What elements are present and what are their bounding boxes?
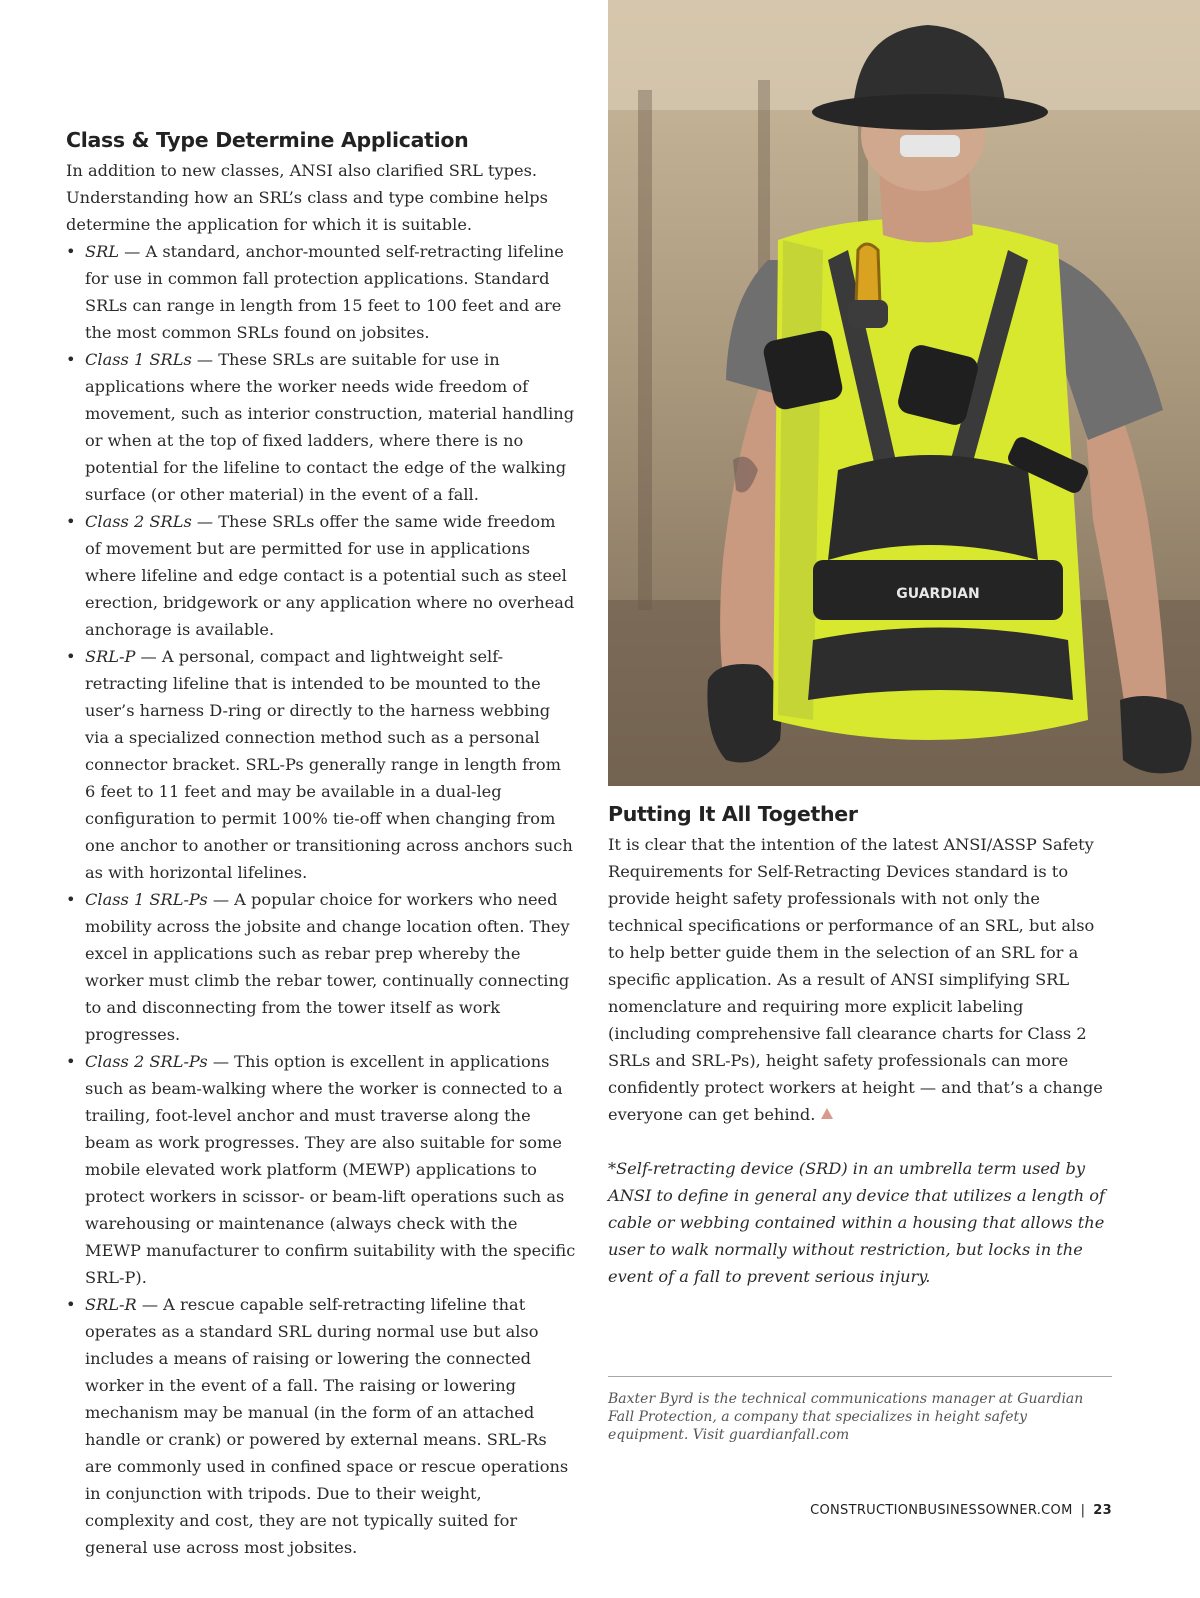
list-item-term: SRL xyxy=(85,242,120,261)
list-item xyxy=(66,238,576,346)
left-glove xyxy=(707,664,781,763)
harness-brand-label: GUARDIAN xyxy=(896,586,980,602)
list-item-text: — A popular choice for workers who need mobility across the jobsite and change location often. They excel in applications such as rebar prep whereby the worker must climb the rebar tower, continually connecting to and disconnecting from the tower itself as work progresses. xyxy=(85,890,570,1044)
srl-types-list xyxy=(66,238,576,1561)
conclusion-paragraph xyxy=(608,831,1108,1128)
right-glove xyxy=(1120,696,1192,773)
end-of-article-icon xyxy=(821,1108,833,1119)
section-heading: Class & Type Determine Application xyxy=(66,128,469,152)
list-item-text: — A standard, anchor-mounted self-retracting lifeline for use in common fall protection applications. Standard SRLs can range in length from 15 feet to 100 feet and are the most common SRLs found on jobsites. xyxy=(85,242,564,342)
page-number: 23 xyxy=(1093,1503,1112,1518)
list-item-text: — This option is excellent in applications such as beam-walking where the worker is connected to a trailing, foot-level anchor and must traverse along the beam as work progresses. They are also suitable for some mobile elevated work platform (MEWP) applications to protect workers in scissor- or beam-lift operations such as warehousing or maintenance (always check with the MEWP manufacturer to confirm suitability with the specific SRL-P). xyxy=(85,1052,576,1287)
hard-hat-suspension xyxy=(900,135,960,157)
list-item-text: — These SRLs are suitable for use in applications where the worker needs wide freedom of movement, such as interior construction, material handling or when at the top of fixed ladders, where there is no potential for the lifeline to contact the edge of the walking surface (or other material) in the event of a fall. xyxy=(85,350,575,504)
list-item-text: — These SRLs offer the same wide freedom of movement but are permitted for use in applications where lifeline and edge contact is a potential such as steel erection, bridgework or any application where no overhead anchorage is available. xyxy=(85,512,575,639)
author-bio: Baxter Byrd is the technical communications manager at Guardian Fall Protection, a company that specializes in height safety equipment. Visit guardianfall.com xyxy=(608,1391,1084,1443)
footer-separator: | xyxy=(1080,1503,1086,1518)
page-footer xyxy=(810,1503,1112,1518)
list-item-term: SRL-R xyxy=(85,1295,137,1314)
conclusion-text: It is clear that the intention of the latest ANSI/ASSP Safety Requirements for Self-Retracting Devices standard is to provide height safety professionals with not only the technical specifications or performance of an SRL, but also to help better guide them in the selection of an SRL for a specific application. As a result of ANSI simplifying SRL nomenclature and requiring more explicit labeling (including comprehensive fall clearance charts for Class 2 SRLs and SRL-Ps), height safety professionals can more confidently protect workers at height — and that’s a change everyone can get behind. xyxy=(608,835,1103,1124)
list-item-text: — A rescue capable self-retracting lifeline that operates as a standard SRL during normal use but also includes a means of raising or lowering the connected worker in the event of a fall. The raising or lowering mechanism may be manual (in the form of an attached handle or crank) or powered by external means. SRL-Rs are commonly used in confined space or rescue operations in conjunction with tripods. Due to their weight, complexity and cost, they are not typically suited for general use across most jobsites. xyxy=(85,1295,569,1557)
list-item xyxy=(66,508,576,643)
worker-harness-photo xyxy=(608,0,1200,786)
list-item-term: Class 2 SRL-Ps xyxy=(85,1052,208,1071)
list-item xyxy=(66,346,576,508)
list-item xyxy=(66,1048,576,1291)
footnote: *Self-retracting device (SRD) in an umbrella term used by ANSI to define in general any device that utilizes a length of cable or webbing contained within a housing that allows the user to walk normally without restriction, but locks in the event of a fall to prevent serious injury. xyxy=(608,1159,1106,1286)
right-column xyxy=(608,802,1108,1290)
worker-illustration xyxy=(608,0,1200,786)
list-item-term: Class 1 SRLs xyxy=(85,350,192,369)
footer-site: CONSTRUCTIONBUSINESSOWNER.COM xyxy=(810,1503,1073,1518)
list-item xyxy=(66,1291,576,1561)
srl-connector xyxy=(848,300,888,328)
list-item xyxy=(66,886,576,1048)
bio-divider xyxy=(608,1376,1112,1377)
harness-back-pad xyxy=(828,455,1038,560)
list-item xyxy=(66,643,576,886)
list-item-term: Class 2 SRLs xyxy=(85,512,192,531)
left-column xyxy=(66,128,576,1561)
list-item-text: — A personal, compact and lightweight self-retracting lifeline that is intended to be mounted to the user’s harness D-ring or directly to the harness webbing via a specialized connection method such as a personal connector bracket. SRL-Ps generally range in length from 6 feet to 11 feet and may be available in a dual-leg configuration to permit 100% tie-off when changing from one anchor to another or transitioning across anchors such as with horizontal lifelines. xyxy=(85,647,573,882)
list-item-term: Class 1 SRL-Ps xyxy=(85,890,208,909)
section-heading: Putting It All Together xyxy=(608,802,858,826)
harness-lower-pad xyxy=(808,628,1073,701)
list-item-term: SRL-P xyxy=(85,647,136,666)
intro-paragraph: In addition to new classes, ANSI also clarified SRL types. Understanding how an SRL’s class and type combine helps determine the application for which it is suitable. xyxy=(66,161,548,234)
srl-p-unit-left xyxy=(761,328,844,411)
hard-hat-brim xyxy=(812,94,1048,130)
